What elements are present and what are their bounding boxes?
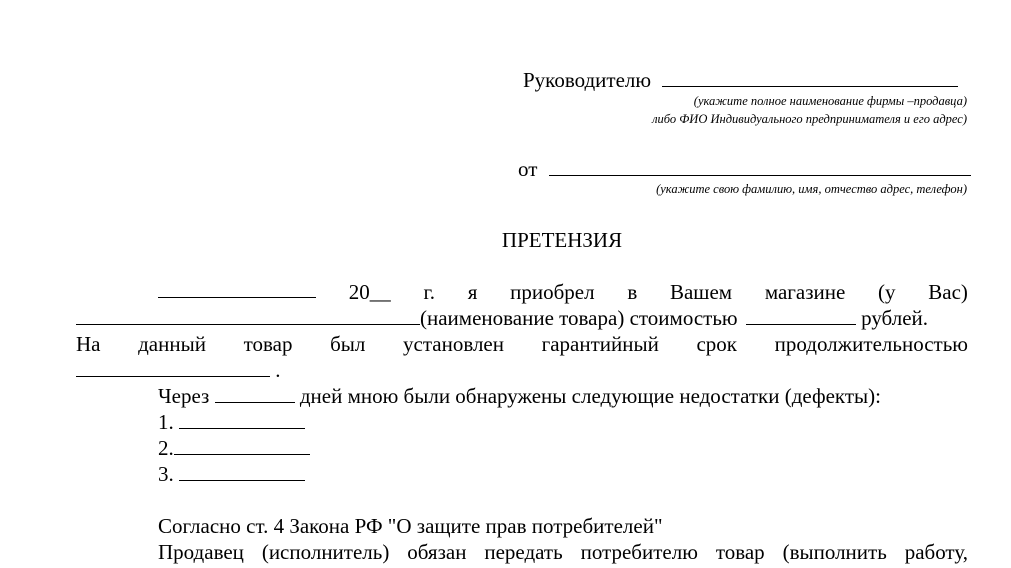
price-blank (746, 306, 856, 325)
word: в (627, 280, 638, 304)
word: Вас) (928, 280, 968, 304)
defects-line (158, 383, 881, 409)
word: я (467, 280, 478, 304)
rubles-text: рублей. (861, 306, 929, 330)
body-line-4 (76, 357, 281, 383)
sender-hint: (укажите свою фамилию, имя, отчество адрес, телефон) (656, 182, 967, 196)
word: продолжительностью (774, 332, 968, 356)
word: товар (243, 332, 293, 356)
defect-blank (179, 410, 305, 429)
word: приобрел (510, 280, 595, 304)
word: (выполнить (782, 540, 887, 564)
defects-prefix: Через (158, 384, 210, 408)
defect-item-2 (158, 435, 310, 461)
document-title: ПРЕТЕНЗИЯ (501, 228, 623, 252)
body-last-line (158, 539, 968, 565)
word: работу, (904, 540, 968, 564)
recipient-line (523, 67, 958, 93)
word: Продавец (158, 540, 244, 564)
days-blank (215, 384, 295, 403)
word: данный (138, 332, 206, 356)
word: г. (423, 280, 435, 304)
product-text: (наименование товара) стоимостью (420, 306, 738, 330)
year-text: 20__ (348, 280, 391, 304)
item-number: 2. (158, 436, 174, 460)
item-number: 1. (158, 410, 174, 434)
word: На (76, 332, 101, 356)
warranty-blank (76, 358, 270, 377)
word: срок (696, 332, 738, 356)
recipient-label: Руководителю (523, 68, 652, 92)
body-line-3 (76, 331, 968, 357)
sender-blank (549, 157, 971, 176)
period-text: . (275, 358, 281, 382)
word: обязан (407, 540, 467, 564)
defect-blank (179, 462, 305, 481)
word: передать (484, 540, 563, 564)
recipient-hint-2: либо ФИО Индивидуального предпринимателя и его адрес) (652, 112, 967, 126)
word: (исполнитель) (261, 540, 390, 564)
defect-item-1 (158, 409, 305, 435)
recipient-blank (662, 68, 958, 87)
word: Вашем (669, 280, 733, 304)
body-line-2 (76, 305, 928, 331)
word: (у (878, 280, 896, 304)
recipient-hint-1: (укажите полное наименование фирмы –продавца) (693, 94, 967, 108)
word: потребителю (580, 540, 698, 564)
body-line-1 (76, 279, 968, 305)
sender-line (518, 156, 971, 182)
product-blank (76, 306, 420, 325)
date-blank (158, 279, 316, 298)
defect-item-3 (158, 461, 305, 487)
defects-suffix: дней мною были обнаружены следующие недостатки (дефекты): (299, 384, 881, 408)
item-number: 3. (158, 462, 174, 486)
defect-blank (174, 436, 310, 455)
word: магазине (764, 280, 846, 304)
word: установлен (403, 332, 504, 356)
law-reference: Согласно ст. 4 Закона РФ "О защите прав потребителей" (158, 514, 663, 538)
sender-label: от (518, 157, 538, 181)
word: был (330, 332, 366, 356)
word: гарантийный (541, 332, 659, 356)
word: товар (715, 540, 765, 564)
